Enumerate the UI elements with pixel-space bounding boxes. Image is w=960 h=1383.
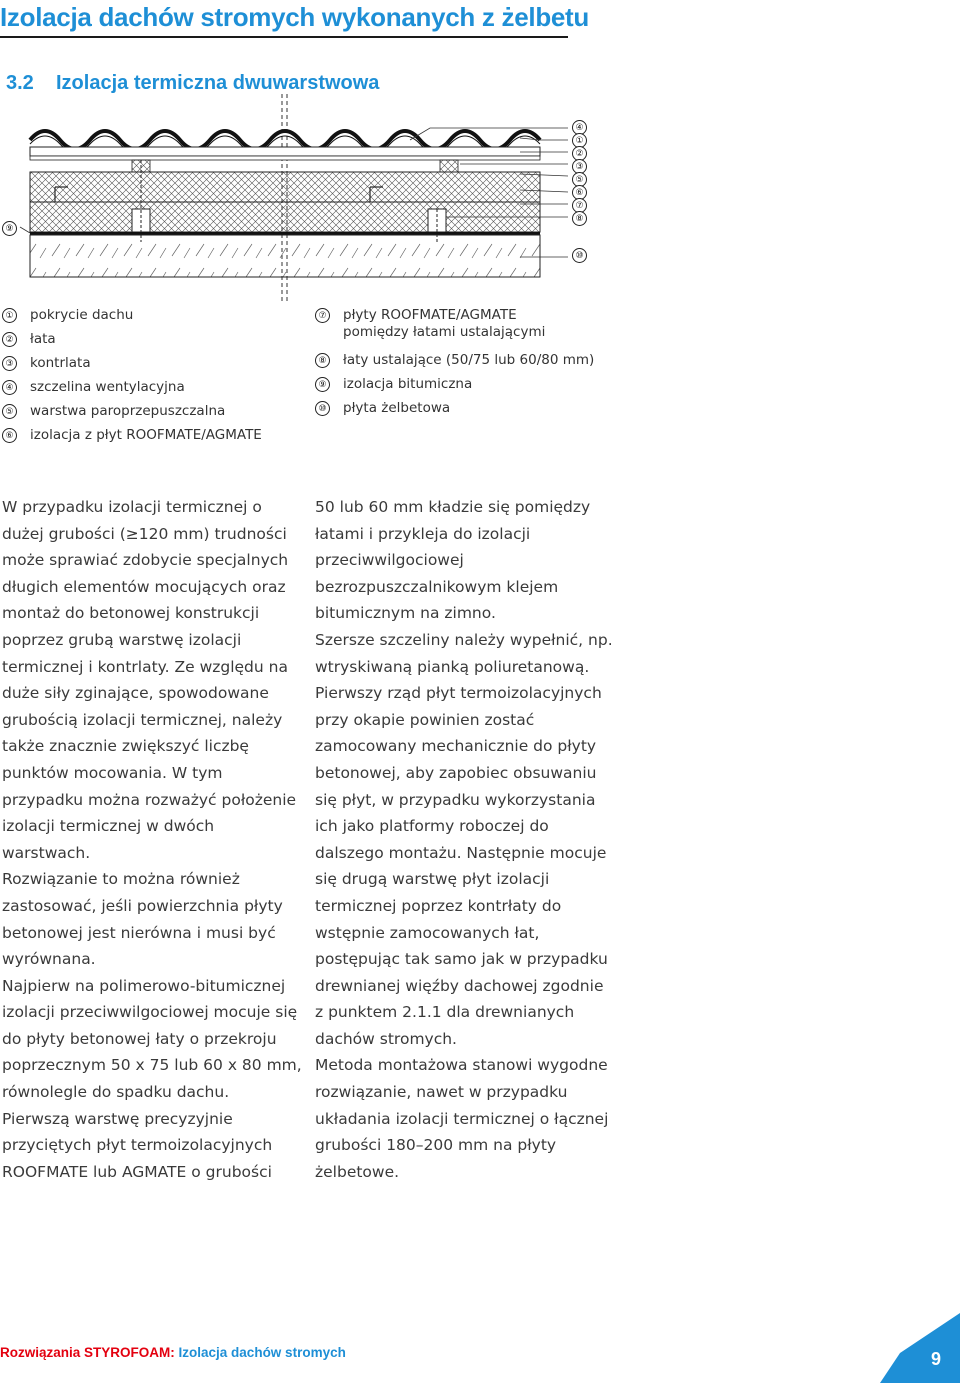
page-number-badge <box>880 1313 960 1383</box>
legend-text: płyta żelbetowa <box>343 400 451 416</box>
legend-item <box>315 400 594 424</box>
legend-item <box>2 355 262 379</box>
legend-text-continued: pomiędzy łatami ustalającymi <box>343 324 546 340</box>
legend-item <box>315 352 594 376</box>
section-number: 3.2 <box>6 72 34 94</box>
legend-text: szczelina wentylacyjna <box>30 379 185 395</box>
legend-text: izolacja bitumiczna <box>343 376 473 392</box>
legend-text: warstwa paroprzepuszczalna <box>30 403 226 419</box>
body-paragraph: Najpierw na polimerowo-bitumicznej izolacji przeciwwilgociowej mocuje się do płyty betonowej łaty o przekroju poprzecznym 50 x 75 lub 60 x 80 mm, równolegle do spadku dachu. <box>2 976 302 1102</box>
legend-text: kontrlata <box>30 355 91 371</box>
legend-item <box>315 307 594 352</box>
diagram-callout-5: ⑤ <box>572 172 587 187</box>
footer-brand: Rozwiązania STYROFOAM: <box>0 1345 175 1360</box>
title-divider <box>0 36 568 38</box>
section-title: Izolacja termiczna dwuwarstwowa <box>56 72 380 94</box>
body-column-right <box>315 494 615 1185</box>
body-paragraph: Metoda montażowa stanowi wygodne rozwiązanie, nawet w przypadku układania izolacji termicznej o łącznej grubości 180–200 mm na płyty żelbetowe. <box>315 1056 609 1181</box>
body-paragraph: Szersze szczeliny należy wypełnić, np. wtryskiwaną pianką poliuretanową. <box>315 630 613 676</box>
legend-text: płyty ROOFMATE/AGMATE <box>343 307 517 323</box>
diagram-callout-9: ⑨ <box>2 221 17 236</box>
diagram-callout-3: ③ <box>572 159 587 174</box>
legend-badge: ⑥ <box>2 428 17 443</box>
body-paragraph: W przypadku izolacji termicznej o dużej grubości (≥120 mm) trudności może sprawiać zdobycie specjalnych długich elementów mocujących oraz montaż do betonowej konstrukcji poprzez grubą warstwę izolacji termicznej i kontrlaty. Ze względu na duże siły zginające, spowodowane grubością izolacji termicznej, należy także znacznie zwiększyć liczbę punktów mocowania. W tym przypadku można rozważyć położenie izolacji termicznej w dwóch warstwach. <box>2 498 297 862</box>
legend-item <box>2 307 262 331</box>
legend-item <box>2 379 262 403</box>
diagram-callout-7: ⑦ <box>572 198 587 213</box>
diagram-callout-6: ⑥ <box>572 185 587 200</box>
diagram-callout-1: ① <box>572 133 587 148</box>
diagram-callout-10: ⑩ <box>572 248 587 263</box>
body-paragraph: 50 lub 60 mm kładzie się pomiędzy łatami i przykleja do izolacji przeciwwilgociowej bezrozpuszczalnikowym klejem bitumicznym na zimno. <box>315 498 591 623</box>
legend-item <box>2 427 262 451</box>
legend-badge: ⑧ <box>315 353 330 368</box>
body-column-left <box>2 494 302 1185</box>
legend-text: pokrycie dachu <box>30 307 134 323</box>
footer-subtitle: Izolacja dachów stromych <box>178 1345 346 1360</box>
legend-badge: ④ <box>2 380 17 395</box>
legend-badge: ② <box>2 332 17 347</box>
diagram-callout-2: ② <box>572 146 587 161</box>
legend-text: łata <box>30 331 56 347</box>
legend-badge: ⑨ <box>315 377 330 392</box>
roof-cross-section-diagram <box>0 92 600 304</box>
legend-badge: ① <box>2 308 17 323</box>
legend-item <box>2 403 262 427</box>
page-number: 9 <box>930 1349 942 1369</box>
legend-badge: ⑩ <box>315 401 330 416</box>
diagram-callout-4: ④ <box>572 120 587 135</box>
body-paragraph: Pierwszy rząd płyt termoizolacyjnych przy okapie powinien zostać zamocowany mechanicznie do płyty betonowej, aby zapobiec obsuwaniu się płyt, w przypadku wykorzystania ich jako platformy roboczej do dalszego montażu. Następnie mocuje się drugą warstwę płyt izolacji termicznej poprzez kontrłaty do wstępnie zamocowanych łat, postępując tak samo jak w przypadku drewnianej więźby dachowej zgodnie z punktem 2.1.1 dla drewnianych dachów stromych. <box>315 684 608 1048</box>
legend-badge: ⑦ <box>315 308 330 323</box>
legend-text: izolacja z płyt ROOFMATE/AGMATE <box>30 427 262 443</box>
diagram-callout-8: ⑧ <box>572 211 587 226</box>
legend-item <box>2 331 262 355</box>
legend-text: łaty ustalające (50/75 lub 60/80 mm) <box>343 352 595 368</box>
legend-badge: ⑤ <box>2 404 17 419</box>
body-paragraph: Pierwszą warstwę precyzyjnie przyciętych płyt termoizolacyjnych ROOFMATE lub AGMATE o grubości <box>2 1109 273 1181</box>
legend-item <box>315 376 594 400</box>
body-paragraph: Rozwiązanie to można również zastosować, jeśli powierzchnia płyty betonowej jest nierówna i musi być wyrównana. <box>2 870 283 969</box>
footer-text <box>0 1345 346 1360</box>
legend-right <box>315 307 594 424</box>
legend-left <box>2 307 262 451</box>
legend-badge: ③ <box>2 356 17 371</box>
page-title: Izolacja dachów stromych wykonanych z żelbetu <box>0 2 589 32</box>
